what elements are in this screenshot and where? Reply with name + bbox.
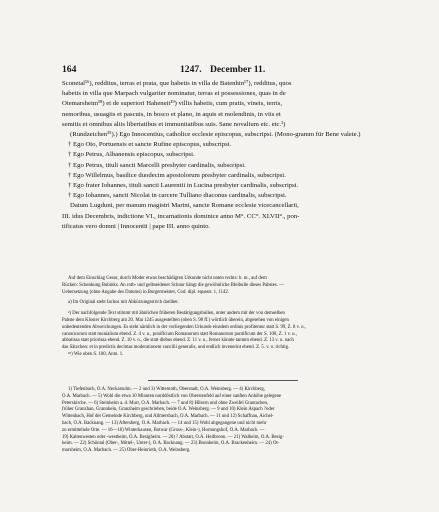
footnote-line: zu ermittelnde Orte. — 16—18) Winterhausen, Botwar (Gross-, Klein-), Hornungshof, O.A. Marbach. — — [62, 427, 265, 433]
text-line: semitis et omnibus aliis libertatibus et immunitatibus suis. Sane novalium etc. etc.²) — [62, 120, 286, 128]
footnote-line: bach, O.A. Backnang. — 13) Aftersberg, O.A. Marbach. — 14 und 15) Wohl abgegangene und nicht mehr — [62, 420, 267, 426]
footnote-line: 19) Kaltenwesten oder -westheim, O.A. Besigheim. — 20) ? Abstatt, O.A. Heilbronn. — 21) Walheim, O.A. Besig- — [62, 434, 284, 440]
witness-line: † Ego Oto, Portuensis et sancte Rufine episcopus, subscripsi. — [68, 141, 232, 149]
footnote-line: heim. — 22) Schöntal (Ober-, Mittel-, Unter-), O.A. Backnang. — 23) Bonnbeim, O.A. Brackenheim. — 24) Ot- — [62, 441, 280, 447]
long-note-line: canonicorum statt monialium ebend. Z. 4 v. u., poniflcium Romanorum statt Romanorum pontificum der S. 100, Z. 1 v. u., — [62, 331, 297, 337]
datum-line: tificatus vero domni | Innocentii | pape III. anno quinto. — [62, 222, 211, 230]
footnote-line: marsheim, O.A. Marbach. — 25) Ober-Heinrieth, O.A. Weinsberg. — [62, 448, 191, 454]
witness-line: † Ego Petrus, tituli sancti Marcelli presbyter cardinalis, subscripsi. — [68, 161, 246, 169]
text-line: nemoribus, usuagiis et pascuis, in bosco et plano, in aquis et molendinis, in viis et — [62, 110, 281, 118]
page-header — [62, 64, 384, 75]
footnote-divider — [148, 380, 298, 381]
editorial-notes — [62, 276, 384, 359]
long-note-line: unbedeutenden Abweichungen. Es steht nämlich in der vorliegenden Urkunde eiusdem ordinis profitentur statt S. 99, Z. 8 v. o., — [62, 324, 306, 330]
source-note-line: Uebersetzung (ohne Angabe des Datums) in Burgermeister, Cod. dipl. equestr. 1, 1142. — [62, 289, 229, 295]
footnote-line: Wittenbach, Hof der Gemeinde Kirchberg, und Allmersbach, O.A. Marbach. — 11 und 12) Schaffnau, Aichel- — [62, 414, 274, 420]
witness-line: † Ego frater Iohannes, tituli sancti Laurentii in Lucina presbyter cardinalis, subscripsi. — [68, 182, 299, 190]
footnotes — [62, 387, 384, 455]
footnote-line: früher Granzhan, Grannhein, Granzheim geschrieben, beide O.A. Weinsberg. — 9 und 10) Klein Aspach ?oder — [62, 407, 275, 413]
witness-line: † Ego Willelmus, basilice duodecim apostolorum presbyter cardinalis, subscripsi. — [68, 171, 286, 179]
datum-line: Datum Lugduni, per manum magistri Marini, sancte Romane ecclesie vicecancellarii, — [70, 202, 299, 210]
text-line: habetis in villa que Marpach vulgariter nominatur, terras et possessiones, quas in de — [62, 90, 286, 98]
witness-line: † Ego Petrus, Albanensis episcopus, subscripsi. — [68, 151, 195, 159]
long-note-line: Pabste dem Kloster Kirchberg am 20. Mai 1245 ausgestellten (oben S. 98 ff.) wörtlich überein, abgesehen von einigen — [62, 317, 289, 323]
text-line: Sconetal¹⁶), redditus, terras et prata, que habetis in villa de Batenhin¹⁷), redditus, quos — [62, 80, 292, 87]
page-number: 164 — [62, 64, 77, 75]
witness-line: † Ego Iohannes, sancti Nicolai in carcere Tulliano diaconus cardinalis, subscripsi. — [68, 192, 287, 200]
source-note-line: Rücken: Schenkung Bubinks. An roth- und gelbseidener Schnur hängt die gewöhnliche Bleibulle dieses Pabstes. — — [62, 282, 284, 288]
footnote-line: 1) Tiefenbach, O.A. Neckarsulm. — 2 und 3) Wittenroth, Oberstadt, O.A. Weinsberg. — 4) Kirchberg, — [68, 387, 266, 392]
footnote-line: Peterskirche. — 6) Steinheim a. d. Murr, O.A. Marbach. — 7 und 8) Hilsern und ohne Zweifel Grantachen, — [62, 400, 269, 406]
original-note: a) Im Original steht Iachos mit Abkürzungsstrich darüber. — [68, 300, 179, 306]
long-note-line: das Sätzchen: et in predictis decimas moderationem concilii generalis, und endlich invenerint ebend. Z. 5. v. o. richtig. — [62, 345, 290, 351]
long-note-line: abbatissa statt priorissa ebend. Z. 10 v. o., die statt diebus ebend. Z. 11 v. o., ferner könnte tantum ebend. Z. 13 v. o. nach — [62, 338, 294, 344]
header-year: 1247. — [180, 64, 202, 75]
charter-text — [62, 79, 384, 232]
source-note-line: Auf dem Einschlag Gesor, durch Moder etwas beschädigten Urkunde nicht unten rechts: b. m., auf dem — [68, 276, 267, 281]
signature-line: (Rundzeichen³⁵).) Ego Innocentius, catholice ecclesie episcopus, subscripsi. (Mono-gramm für Bene valete.) — [70, 131, 361, 139]
text-line: Otemarsheim¹⁸) et de superiori Haheneit¹⁹) villis habetis, cum pratis, vineis, terris, — [62, 100, 283, 108]
datum-line: III. idus Decembris, indictione VI., incarnationis dominice anno M°. CC°. XLVII°., pon- — [62, 212, 300, 220]
footnote-line: O.A. Marbach. — 5) Wohl die etwa 10 Minuten norddöstlich von Oberstenfeld auf einer sanften Anhöhe gelegene — [62, 393, 282, 399]
long-note-line: ²) Der nachfolgende Text stimmt mit ähnlichen früheren Bestätigungsbullen, unter andern mit der von demselben — [68, 311, 285, 317]
header-date: December 11. — [210, 64, 266, 75]
long-note-line: ³⁵) Wie oben S. 100, Anm. 1. — [68, 351, 124, 357]
